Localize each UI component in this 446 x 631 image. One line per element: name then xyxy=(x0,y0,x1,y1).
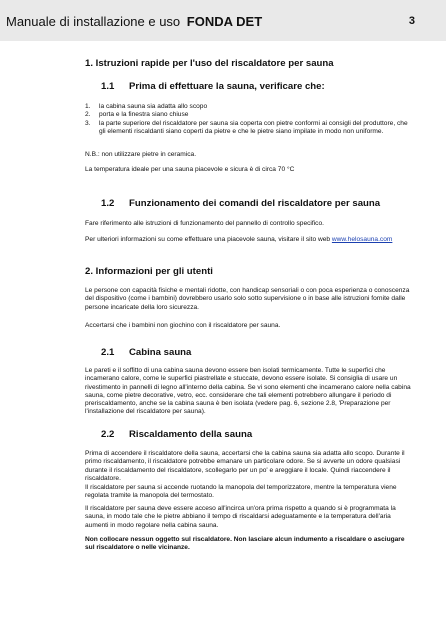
section-1-1-heading xyxy=(101,81,325,93)
list-item xyxy=(85,120,413,137)
ceramic-stones-note: N.B.: non utilizzare pietre in ceramica. xyxy=(85,151,197,158)
control-panel-text: Fare riferimento alle istruzioni di funzionamento del pannello di controllo specifico. xyxy=(85,220,324,227)
safety-warning: Non collocare nessun oggetto sul riscaldatore. Non lasciare alcun indumento a riscaldare o asciugare sul riscaldatore o nelle vicinanze. xyxy=(85,536,405,552)
website-text-prefix: Per ulteriori informazioni su come effettuare una piacevole sauna, visitare il sito web xyxy=(85,236,332,243)
section-2-1-title: Cabina sauna xyxy=(129,347,192,358)
sauna-cabin-paragraph: Le pareti e il soffitto di una cabina sauna devono essere ben isolati termicamente. Tutte le superfici che incamerano calore, come le superfici piastrellate e stuccate, devono essere isolate. Si consiglia di usare un rivestimento in pannelli di legno all'interno della cabina. Se vi sono elementi che incamerano calore nella cabina sauna, come pietre decorative, vetro, ecc. considerare che tali elementi potrebbero allungare il periodo di preriscaldamento, anche se la cabina sauna è ben isolata (vedere pag. 6, sezione 2.8, 'Preparazione per l'installazione del riscaldatore per sauna). xyxy=(85,367,411,416)
heating-paragraph-1: Prima di accendere il riscaldatore della sauna, accertarsi che la cabina sauna sia adatta allo scopo. Durante il primo riscaldamento, il riscaldatore potrebbe emanare un particolare odore. Se si avverte un odore qualsiasi durante il riscaldamento del riscaldatore, scollegarlo per un po' e areggiare il locale. Quindi riaccendere il riscaldatore. xyxy=(85,450,405,482)
page-number: 3 xyxy=(408,15,415,27)
heating-paragraph-3: Il riscaldatore per sauna deve essere acceso all'incirca un'ora prima rispetto a quando si è programmata la sauna, in modo tale che le pietre abbiano il tempo di riscaldarsi adeguatamente e la temperatura dell'aria aumenti in modo regolare nella cabina sauna. xyxy=(85,505,396,529)
list-item-text: la parte superiore del riscaldatore per sauna sia coperta con pietre conformi ai consigli del produttore, che gli elementi riscaldanti siano coperti da pietre e che le pietre siano impilate in modo non uniforme. xyxy=(99,119,408,135)
website-text xyxy=(85,236,413,244)
section-1-2-number: 1.2 xyxy=(101,198,115,209)
users-paragraph: Le persone con capacità fisiche e mentali ridotte, con handicap sensoriali o con poca esperienza o conoscenza del dispositivo (come i bambini) dovrebbero usarlo solo sotto supervisione o in base alle istruzioni fornite dalle persone incaricate della loro sicurezza. xyxy=(85,287,410,311)
ideal-temperature-text: La temperatura ideale per una sauna piacevole e sicura è di circa 70 °C xyxy=(85,166,295,173)
section-1-heading: 1. Istruzioni rapide per l'uso del riscaldatore per sauna xyxy=(85,58,334,69)
website-link[interactable]: www.helosauna.com xyxy=(331,236,393,243)
section-2-1-heading xyxy=(101,347,191,359)
checklist xyxy=(85,103,413,136)
section-2-2-title: Riscaldamento della sauna xyxy=(129,429,253,440)
list-item-text: la cabina sauna sia adatta allo scopo xyxy=(99,103,208,110)
section-2-1-number: 2.1 xyxy=(101,347,115,358)
manual-title: Manuale di installazione e uso xyxy=(6,14,181,29)
list-item-number: 2. xyxy=(85,111,91,119)
list-item xyxy=(85,111,413,119)
children-warning: Accertarsi che i bambini non giochino con il riscaldatore per sauna. xyxy=(85,322,281,329)
section-2-heading: 2. Informazioni per gli utenti xyxy=(85,266,213,277)
document-title xyxy=(6,14,262,29)
section-1-2-heading xyxy=(101,198,380,210)
list-item-text: porta e la finestra siano chiuse xyxy=(99,111,189,119)
section-1-1-title: Prima di effettuare la sauna, verificare che: xyxy=(129,81,325,92)
list-item-number: 1. xyxy=(85,103,91,110)
list-item xyxy=(85,103,413,111)
section-2-2-number: 2.2 xyxy=(101,429,115,440)
section-1-1-number: 1.1 xyxy=(101,81,115,92)
heating-paragraph-2: Il riscaldatore per sauna si accende ruotando la manopola del temporizzatore, mentre la temperatura viene regolata tramite la manopola del termostato. xyxy=(85,484,397,500)
list-item-number: 3. xyxy=(85,119,91,127)
brand-name: FONDA DET xyxy=(186,14,263,29)
section-1-2-title: Funzionamento dei comandi del riscaldatore per sauna xyxy=(129,198,381,209)
section-2-2-heading xyxy=(101,429,252,441)
page-header xyxy=(0,0,446,41)
